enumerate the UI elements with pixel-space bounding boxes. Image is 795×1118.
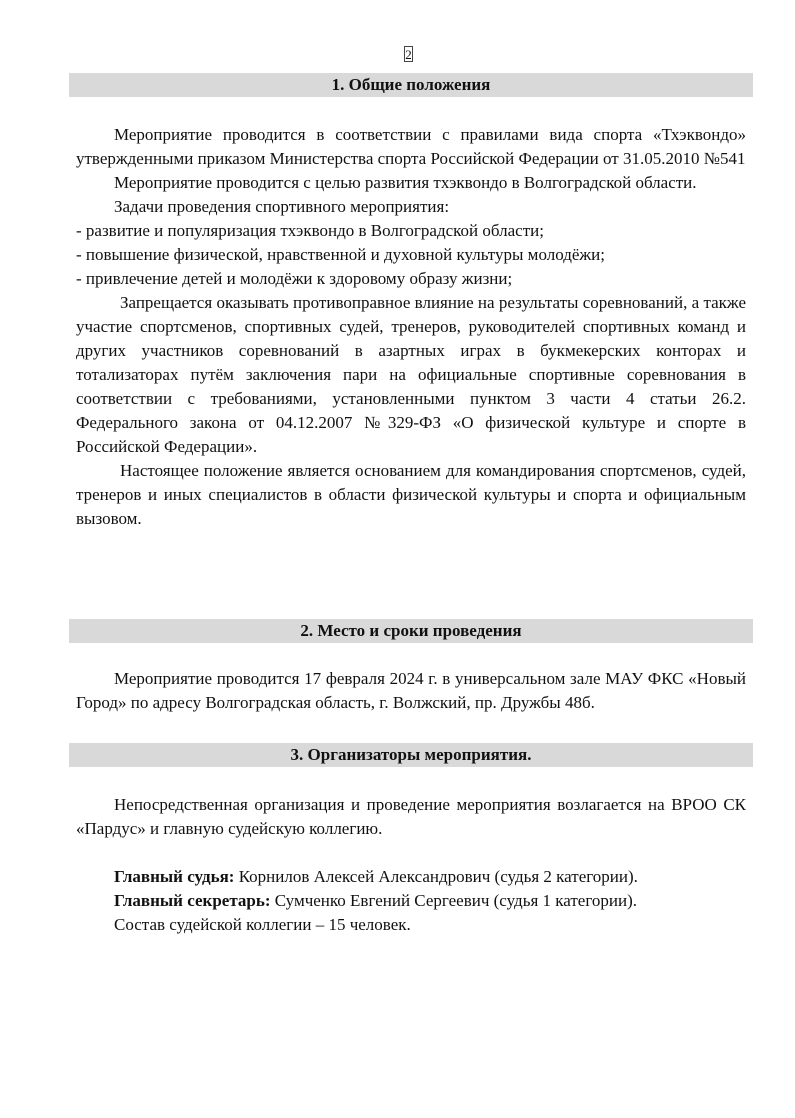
section-1-paragraph-prohibition: Запрещается оказывать противоправное влияние на результаты соревнований, а также участие спортсменов, спортивных судей, тренеров, руководителей спортивных команд и других участников соревнований в азартных играх в букмекерских конторах и тотализаторах путём заключения пари на официальные спортивные соревнования в соответствии с требованиями, установленными пунктом 3 части 4 статьи 26.2. Федерального закона от 04.12.2007 №329-ФЗ «О физической культуре и спорте в Российской Федерации». (76, 293, 746, 456)
section-2-body (76, 667, 746, 715)
section-1-paragraph-tasks-intro: Задачи проведения спортивного мероприятия: (114, 197, 450, 216)
page-number: 2 (405, 47, 412, 62)
chief-judge-label: Главный судья: (114, 867, 235, 886)
section-3-paragraph-organization: Непосредственная организация и проведение мероприятия возлагается на ВРОО СК «Пардус» и главную судейскую коллегию. (76, 795, 746, 838)
section-2-header: 2. Место и сроки проведения (69, 619, 753, 643)
section-1-paragraph-rules: Мероприятие проводится в соответствии с правилами вида спорта «Тхэквондо» утвержденными приказом Министерства спорта Российской Федерации от 31.05.2010 №541 (76, 125, 746, 168)
chief-secretary-label: Главный секретарь: (114, 891, 271, 910)
section-1-body (76, 123, 746, 531)
section-3-header: 3. Организаторы мероприятия. (69, 743, 753, 767)
section-1-header: 1. Общие положения (69, 73, 753, 97)
chief-secretary-line (76, 889, 746, 913)
section-1-task-item: - привлечение детей и молодёжи к здоровому образу жизни; (76, 269, 513, 288)
section-2-paragraph-venue: Мероприятие проводится 17 февраля 2024 г. в универсальном зале МАУ ФКС «Новый Город» по адресу Волгоградская область, г. Волжский, пр. Дружбы 48б. (76, 669, 746, 712)
section-1-paragraph-official-call: Настоящее положение является основанием для командирования спортсменов, судей, тренеров и иных специалистов в области физической культуры и спорта и официальным вызовом. (76, 461, 746, 528)
section-1-paragraph-goal: Мероприятие проводится с целью развития тхэквондо в Волгоградской области. (114, 173, 697, 192)
chief-secretary-value: Сумченко Евгений Сергеевич (судья 1 категории). (274, 891, 638, 910)
chief-judge-value: Корнилов Алексей Александрович (судья 2 категории). (238, 867, 638, 886)
section-1-task-item: - развитие и популяризация тхэквондо в Волгоградской области; (76, 221, 544, 240)
chief-judge-line (76, 865, 746, 889)
judging-panel-size: Состав судейской коллегии – 15 человек. (114, 915, 411, 934)
section-1-task-item: - повышение физической, нравственной и духовной культуры молодёжи; (76, 245, 605, 264)
section-3-body (76, 793, 746, 937)
